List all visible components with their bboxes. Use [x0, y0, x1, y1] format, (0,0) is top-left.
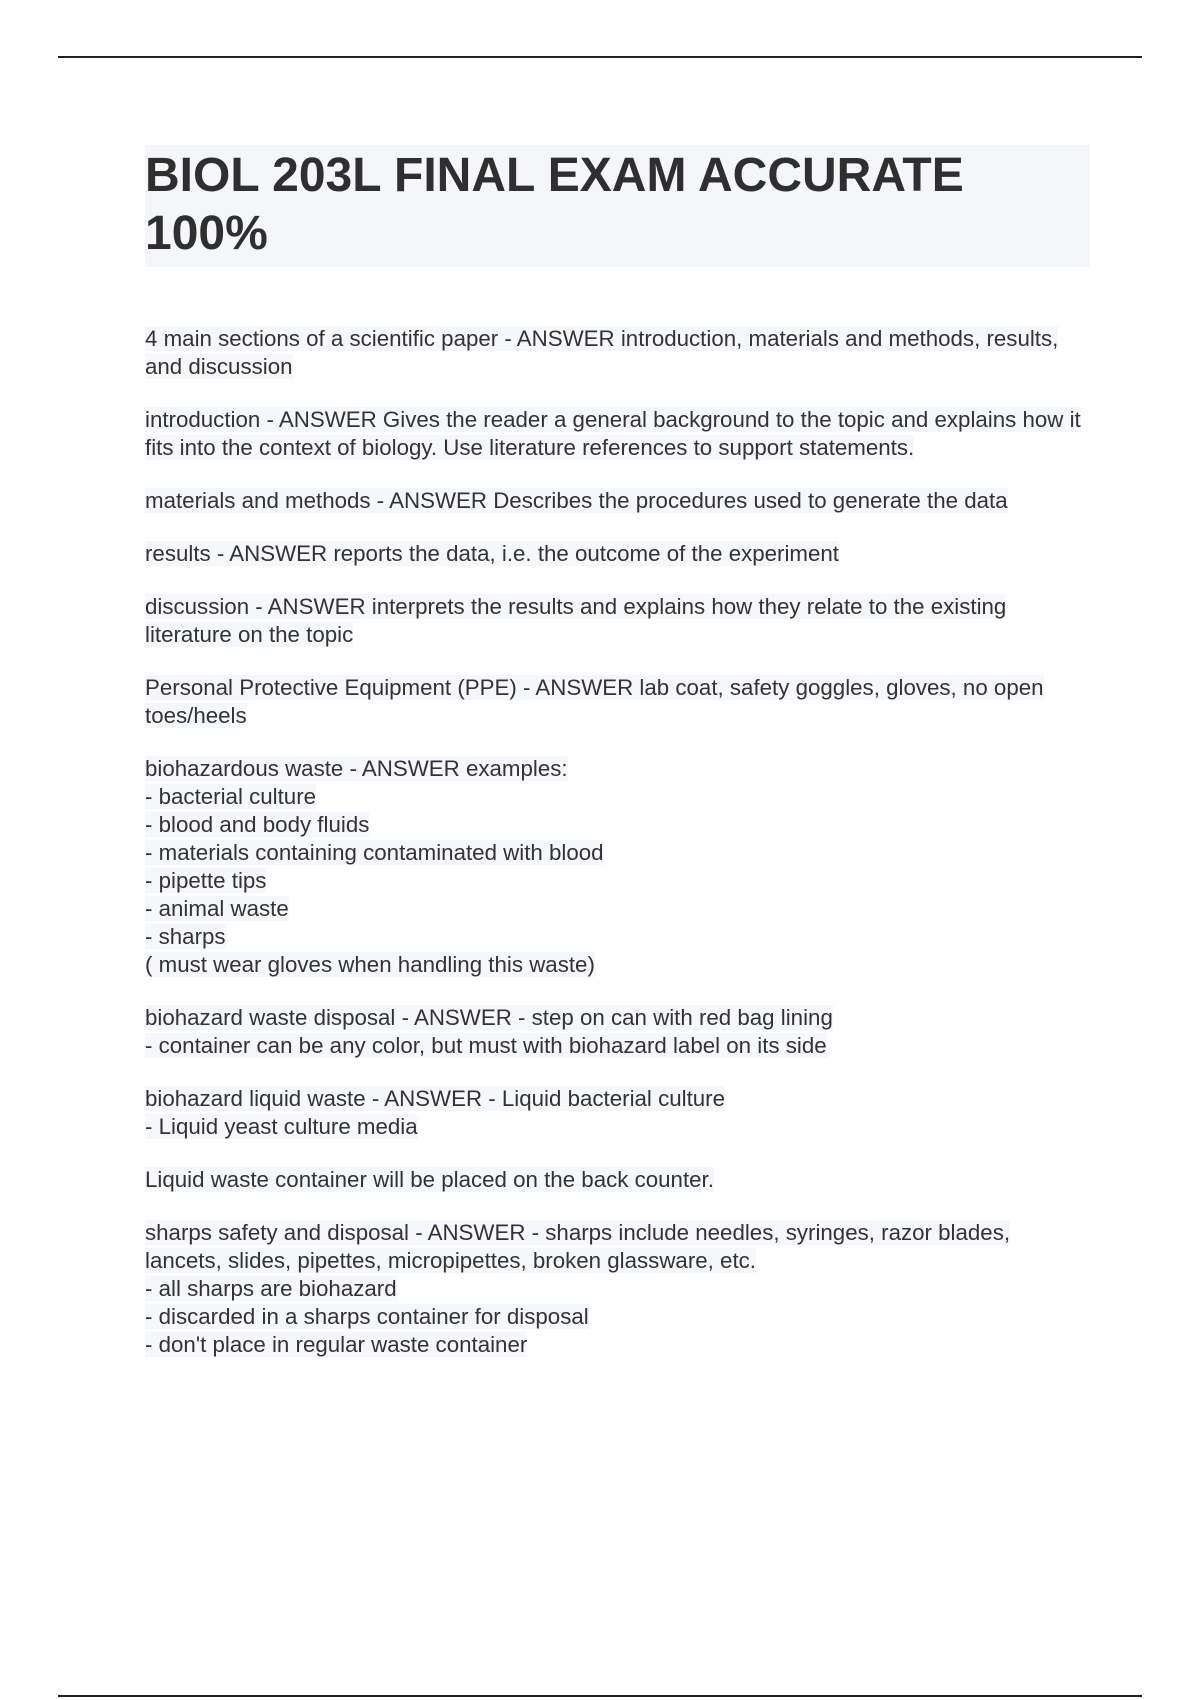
entry-text: 4 main sections of a scientific paper - ANSWER introduction, materials and methods, results, and discussion	[145, 326, 1059, 379]
entry-results	[145, 540, 1090, 568]
entry-discussion	[145, 593, 1090, 649]
entry-text: results - ANSWER reports the data, i.e. the outcome of the experiment	[145, 541, 840, 566]
entry-text: biohazard liquid waste - ANSWER - Liquid bacterial culture - Liquid yeast culture media	[145, 1086, 725, 1139]
entry-text: introduction - ANSWER Gives the reader a general background to the topic and explains how it fits into the context of biology. Use literature references to support statements.	[145, 407, 1081, 460]
entry-text: sharps safety and disposal - ANSWER - sharps include needles, syringes, razor blades, lancets, slides, pipettes, micropipettes, broken glassware, etc. - all sharps are biohazard - discarded in a sharps container for disposal - don't place in regular waste container	[145, 1220, 1011, 1357]
top-divider	[58, 56, 1142, 58]
entry-text: materials and methods - ANSWER Describes the procedures used to generate the data	[145, 488, 1008, 513]
title-block	[145, 145, 1090, 267]
entry-text: Liquid waste container will be placed on the back counter.	[145, 1167, 714, 1192]
entry-ppe	[145, 674, 1090, 730]
entry-text: discussion - ANSWER interprets the results and explains how they relate to the existing literature on the topic	[145, 594, 1007, 647]
entry-biohazard-waste-disposal	[145, 1004, 1090, 1060]
entry-biohazardous-waste	[145, 755, 1090, 979]
entry-introduction	[145, 406, 1090, 462]
entry-text: Personal Protective Equipment (PPE) - ANSWER lab coat, safety goggles, gloves, no open toes/heels	[145, 675, 1044, 728]
entry-liquid-waste-container	[145, 1166, 1090, 1194]
entry-biohazard-liquid-waste	[145, 1085, 1090, 1141]
bottom-divider	[58, 1695, 1142, 1697]
entry-paper-sections	[145, 325, 1090, 381]
document-title: BIOL 203L FINAL EXAM ACCURATE 100%	[145, 149, 964, 260]
entry-sharps	[145, 1219, 1090, 1359]
entry-text: biohazardous waste - ANSWER examples: - bacterial culture - blood and body fluids - materials containing contaminated with blood - pipette tips - animal waste - sharps ( must wear gloves when handling this waste)	[145, 756, 604, 977]
entry-text: biohazard waste disposal - ANSWER - step on can with red bag lining - container can be any color, but must with biohazard label on its side	[145, 1005, 833, 1058]
document-body	[145, 145, 1090, 1384]
entry-materials-methods	[145, 487, 1090, 515]
